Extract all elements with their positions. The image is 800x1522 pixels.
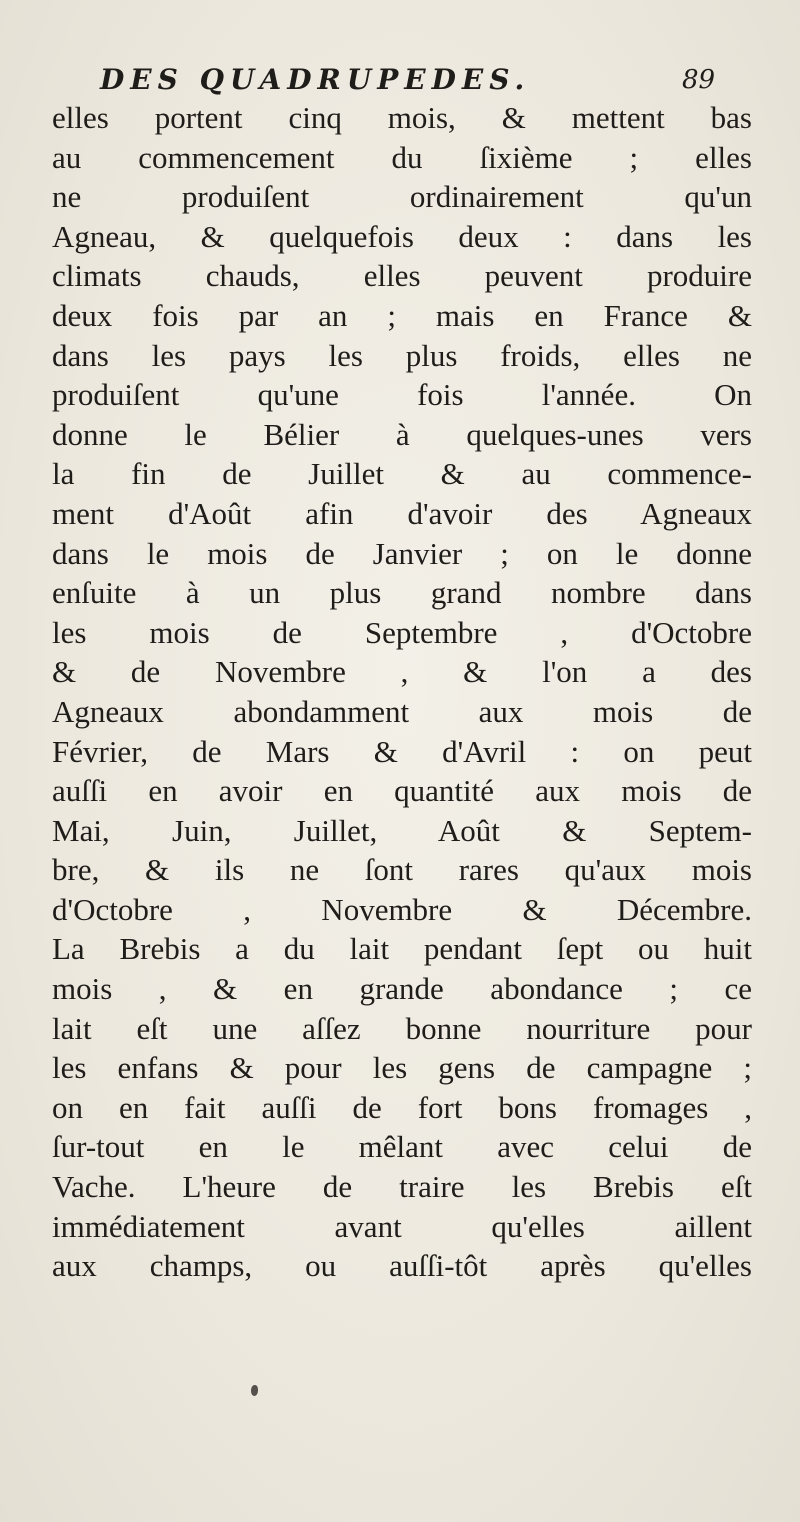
text-line: Agneau, & quelquefois deux : dans les	[52, 218, 752, 254]
text-line: la fin de Juillet & au commence-	[52, 456, 752, 492]
page-number: 89	[682, 65, 716, 95]
text-line: mois , & en grande abondance ; ce	[52, 971, 752, 1007]
text-line: enſuite à un plus grand nombre dans	[52, 575, 752, 611]
text-line: ment d'Août afin d'avoir des Agneaux	[52, 495, 752, 531]
text-line: ne produiſent ordinairement qu'un	[52, 179, 752, 215]
text-line: aux champs, ou auſſi-tôt après qu'elles	[52, 1248, 752, 1284]
text-line: elles portent cinq mois, & mettent bas	[52, 100, 752, 135]
text-line: Février, de Mars & d'Avril : on peut	[52, 733, 752, 769]
text-line: on en fait auſſi de fort bons fromages ,	[52, 1089, 752, 1125]
text-line: dans le mois de Janvier ; on le donne	[52, 535, 752, 571]
running-head-title: DES QUADRUPEDES.	[100, 63, 531, 96]
text-line: d'Octobre , Novembre & Décembre.	[52, 891, 752, 927]
running-head	[100, 58, 740, 102]
ink-spot	[251, 1385, 258, 1396]
text-line: au commencement du ſixième ; elles	[52, 139, 752, 175]
text-line: La Brebis a du lait pendant ſept ou huit	[52, 931, 752, 967]
text-line: immédiatement avant qu'elles aillent	[52, 1208, 752, 1244]
text-line: auſſi en avoir en quantité aux mois de	[52, 773, 752, 809]
text-line: donne le Bélier à quelques-unes vers	[52, 416, 752, 452]
text-line: dans les pays les plus froids, elles ne	[52, 337, 752, 373]
text-line: les enfans & pour les gens de campagne ;	[52, 1050, 752, 1086]
text-line: deux fois par an ; mais en France &	[52, 297, 752, 333]
body-text	[52, 98, 752, 1286]
text-line: lait eſt une aſſez bonne nourriture pour	[52, 1010, 752, 1046]
text-line: Mai, Juin, Juillet, Août & Septem-	[52, 812, 752, 848]
text-line: bre, & ils ne ſont rares qu'aux mois	[52, 852, 752, 888]
text-line: Vache. L'heure de traire les Brebis eſt	[52, 1169, 752, 1205]
text-line: climats chauds, elles peuvent produire	[52, 258, 752, 294]
text-line: & de Novembre , & l'on a des	[52, 654, 752, 690]
text-line: produiſent qu'une fois l'année. On	[52, 377, 752, 413]
text-line: Agneaux abondamment aux mois de	[52, 693, 752, 729]
text-line: ſur-tout en le mêlant avec celui de	[52, 1129, 752, 1165]
text-line: les mois de Septembre , d'Octobre	[52, 614, 752, 650]
